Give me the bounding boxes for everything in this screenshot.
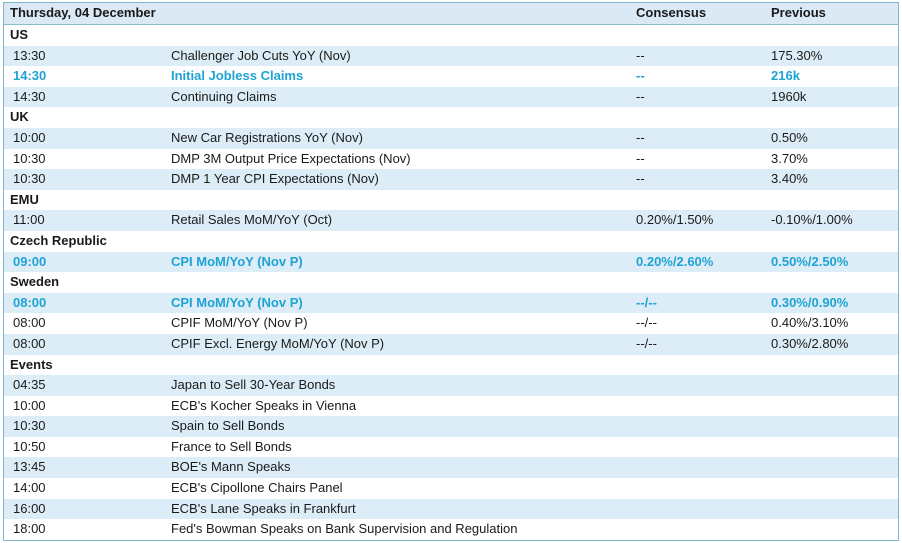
consensus-cell <box>630 416 765 437</box>
previous-cell: 0.50% <box>765 128 898 149</box>
consensus-header: Consensus <box>630 3 765 25</box>
table-row <box>4 210 898 231</box>
table-row <box>4 313 898 334</box>
table-header-row <box>4 3 898 25</box>
previous-cell <box>765 396 898 417</box>
economic-calendar <box>3 2 899 541</box>
consensus-cell: -- <box>630 46 765 67</box>
previous-cell: 0.30%/2.80% <box>765 334 898 355</box>
event-cell: DMP 1 Year CPI Expectations (Nov) <box>166 169 630 190</box>
table-row <box>4 375 898 396</box>
consensus-cell <box>630 478 765 499</box>
event-cell: CPI MoM/YoY (Nov P) <box>166 252 630 273</box>
event-cell: DMP 3M Output Price Expectations (Nov) <box>171 150 411 166</box>
event-cell: Spain to Sell Bonds <box>166 416 630 437</box>
table-row <box>4 416 898 437</box>
event-cell: Continuing Claims <box>166 87 630 108</box>
table-row <box>4 66 898 87</box>
section-label: Events <box>4 355 898 376</box>
event-cell: France to Sell Bonds <box>171 438 292 454</box>
table-row <box>4 519 898 540</box>
consensus-cell: 0.20%/2.60% <box>630 252 765 273</box>
time-cell: 08:00 <box>4 334 166 355</box>
table-row <box>4 252 898 273</box>
section-label: Sweden <box>4 272 898 293</box>
table-row <box>4 478 898 499</box>
time-cell: 14:30 <box>4 87 166 108</box>
previous-cell: 216k <box>771 68 800 84</box>
consensus-cell: --/-- <box>630 293 765 314</box>
section-row <box>4 355 898 376</box>
section-label: Czech Republic <box>4 231 898 252</box>
consensus-cell <box>630 457 765 478</box>
consensus-cell: -- <box>630 87 765 108</box>
time-cell: 14:30 <box>13 68 47 84</box>
consensus-cell <box>630 396 765 417</box>
section-row <box>4 25 898 46</box>
table-row <box>4 87 898 108</box>
table-row <box>4 149 898 170</box>
section-label: UK <box>4 107 898 128</box>
date-header: Thursday, 04 December <box>4 3 630 25</box>
table-row <box>4 128 898 149</box>
table-row <box>4 169 898 190</box>
time-cell: 10:50 <box>13 438 46 454</box>
consensus-cell: -- <box>636 68 645 84</box>
consensus-cell: -- <box>636 150 645 166</box>
table-row <box>4 46 898 67</box>
event-cell: ECB's Kocher Speaks in Vienna <box>171 397 357 413</box>
previous-cell: 0.50%/2.50% <box>765 252 898 273</box>
consensus-cell: --/-- <box>630 334 765 355</box>
time-cell: 08:00 <box>4 293 166 314</box>
previous-cell: 0.40%/3.10% <box>771 315 849 331</box>
section-label: EMU <box>4 190 898 211</box>
consensus-cell <box>630 375 765 396</box>
section-row <box>4 272 898 293</box>
previous-cell: -0.10%/1.00% <box>765 210 898 231</box>
table-row <box>4 293 898 314</box>
time-cell: 18:00 <box>13 521 46 537</box>
event-cell: CPI MoM/YoY (Nov P) <box>166 293 630 314</box>
calendar-table <box>4 3 898 540</box>
time-cell: 10:30 <box>13 150 46 166</box>
consensus-cell <box>630 519 765 540</box>
consensus-cell: 0.20%/1.50% <box>630 210 765 231</box>
event-cell: Fed's Bowman Speaks on Bank Supervision and Regulation <box>171 521 518 537</box>
time-cell: 09:00 <box>4 252 166 273</box>
previous-cell <box>765 457 898 478</box>
time-cell: 10:00 <box>13 397 46 413</box>
previous-header: Previous <box>765 3 898 25</box>
time-cell: 13:45 <box>4 457 166 478</box>
event-cell: Challenger Job Cuts YoY (Nov) <box>166 46 630 67</box>
event-cell: CPIF MoM/YoY (Nov P) <box>171 315 308 331</box>
consensus-cell: -- <box>630 169 765 190</box>
time-cell: 13:30 <box>4 46 166 67</box>
event-cell: CPIF Excl. Energy MoM/YoY (Nov P) <box>166 334 630 355</box>
previous-cell <box>765 437 898 458</box>
table-row <box>4 499 898 520</box>
table-row <box>4 457 898 478</box>
section-row <box>4 107 898 128</box>
previous-cell: 0.30%/0.90% <box>765 293 898 314</box>
previous-cell: 3.70% <box>771 150 808 166</box>
time-cell: 11:00 <box>4 210 166 231</box>
time-cell: 04:35 <box>4 375 166 396</box>
consensus-cell <box>630 437 765 458</box>
event-cell: Initial Jobless Claims <box>171 68 304 84</box>
time-cell: 10:30 <box>4 416 166 437</box>
table-row <box>4 334 898 355</box>
event-cell: ECB's Cipollone Chairs Panel <box>171 480 343 496</box>
previous-cell <box>765 519 898 540</box>
consensus-cell: --/-- <box>636 315 657 331</box>
consensus-cell: -- <box>630 128 765 149</box>
time-cell: 16:00 <box>4 499 166 520</box>
previous-cell <box>765 375 898 396</box>
time-cell: 10:30 <box>4 169 166 190</box>
section-row <box>4 231 898 252</box>
section-row <box>4 190 898 211</box>
event-cell: New Car Registrations YoY (Nov) <box>166 128 630 149</box>
event-cell: Retail Sales MoM/YoY (Oct) <box>166 210 630 231</box>
previous-cell <box>765 416 898 437</box>
previous-cell: 1960k <box>765 87 898 108</box>
consensus-cell <box>630 499 765 520</box>
time-cell: 14:00 <box>13 480 46 496</box>
previous-cell: 175.30% <box>765 46 898 67</box>
table-row <box>4 396 898 417</box>
time-cell: 10:00 <box>4 128 166 149</box>
section-label: US <box>4 25 898 46</box>
previous-cell: 3.40% <box>765 169 898 190</box>
event-cell: ECB's Lane Speaks in Frankfurt <box>166 499 630 520</box>
previous-cell <box>765 499 898 520</box>
time-cell: 08:00 <box>13 315 46 331</box>
previous-cell <box>765 478 898 499</box>
event-cell: BOE's Mann Speaks <box>166 457 630 478</box>
table-row <box>4 437 898 458</box>
event-cell: Japan to Sell 30-Year Bonds <box>166 375 630 396</box>
